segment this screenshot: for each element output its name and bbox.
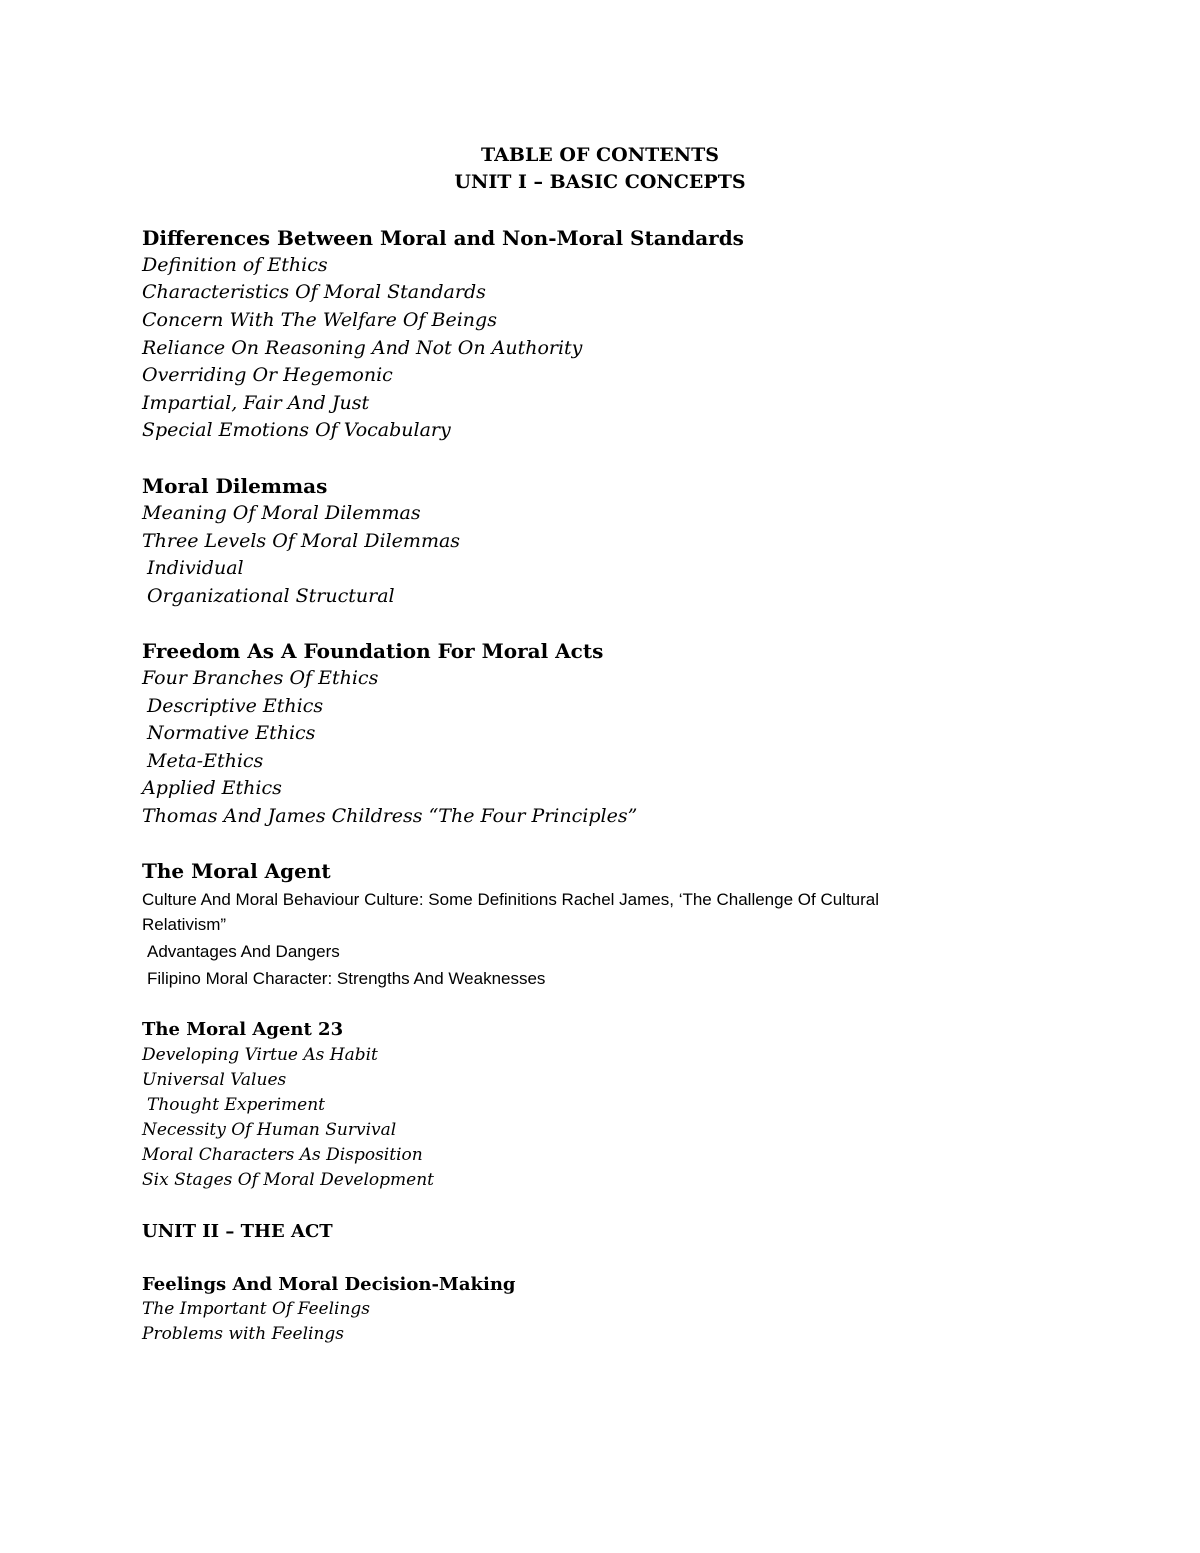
toc-entry: Moral Characters As Disposition [142, 1145, 423, 1165]
toc-entry: Four Branches Of Ethics [142, 667, 379, 689]
toc-entry: Thomas And James Childress “The Four Principles” [142, 805, 638, 827]
toc-entry: Individual [147, 557, 244, 579]
toc-entry: Culture And Moral Behaviour Culture: Some Definitions Rachel James, ‘The Challenge Of Cultural [142, 890, 880, 909]
toc-entry: Special Emotions Of Vocabulary [142, 419, 451, 441]
toc-entry: Three Levels Of Moral Dilemmas [142, 530, 461, 552]
section-heading-differences: Differences Between Moral and Non-Moral Standards [142, 226, 744, 250]
toc-entry: Normative Ethics [147, 722, 316, 744]
unit-2-title: UNIT II – THE ACT [142, 1221, 333, 1242]
toc-entry: Thought Experiment [147, 1095, 326, 1115]
toc-entry: Meta-Ethics [147, 750, 264, 772]
toc-entry: Descriptive Ethics [147, 695, 324, 717]
toc-entry: Impartial, Fair And Just [142, 392, 370, 414]
toc-entry: Reliance On Reasoning And Not On Authority [142, 337, 583, 359]
toc-entry: Meaning Of Moral Dilemmas [142, 502, 421, 524]
toc-title: TABLE OF CONTENTS [481, 144, 719, 166]
toc-entry: Concern With The Welfare Of Beings [142, 309, 497, 331]
section-heading-moral-agent: The Moral Agent [142, 859, 331, 883]
toc-entry: Organizational Structural [147, 585, 395, 607]
toc-entry: The Important Of Feelings [142, 1299, 371, 1319]
toc-entry: Overriding Or Hegemonic [142, 364, 393, 386]
toc-entry: Developing Virtue As Habit [142, 1045, 378, 1065]
toc-entry: Problems with Feelings [142, 1324, 345, 1344]
section-heading-moral-dilemmas: Moral Dilemmas [142, 474, 328, 498]
toc-entry: Relativism” [142, 915, 227, 934]
toc-entry: Necessity Of Human Survival [142, 1120, 397, 1140]
section-heading-moral-agent-23: The Moral Agent 23 [142, 1019, 344, 1040]
toc-entry: Definition of Ethics [142, 254, 328, 276]
toc-entry: Filipino Moral Character: Strengths And Weaknesses [147, 969, 546, 988]
toc-entry: Applied Ethics [142, 777, 282, 799]
toc-entry: Universal Values [142, 1070, 287, 1090]
toc-entry: Advantages And Dangers [147, 942, 340, 961]
toc-entry: Characteristics Of Moral Standards [142, 281, 486, 303]
section-heading-feelings: Feelings And Moral Decision-Making [142, 1274, 516, 1295]
unit-1-title: UNIT I – BASIC CONCEPTS [454, 171, 746, 193]
toc-entry: Six Stages Of Moral Development [142, 1170, 435, 1190]
section-heading-freedom: Freedom As A Foundation For Moral Acts [142, 639, 604, 663]
